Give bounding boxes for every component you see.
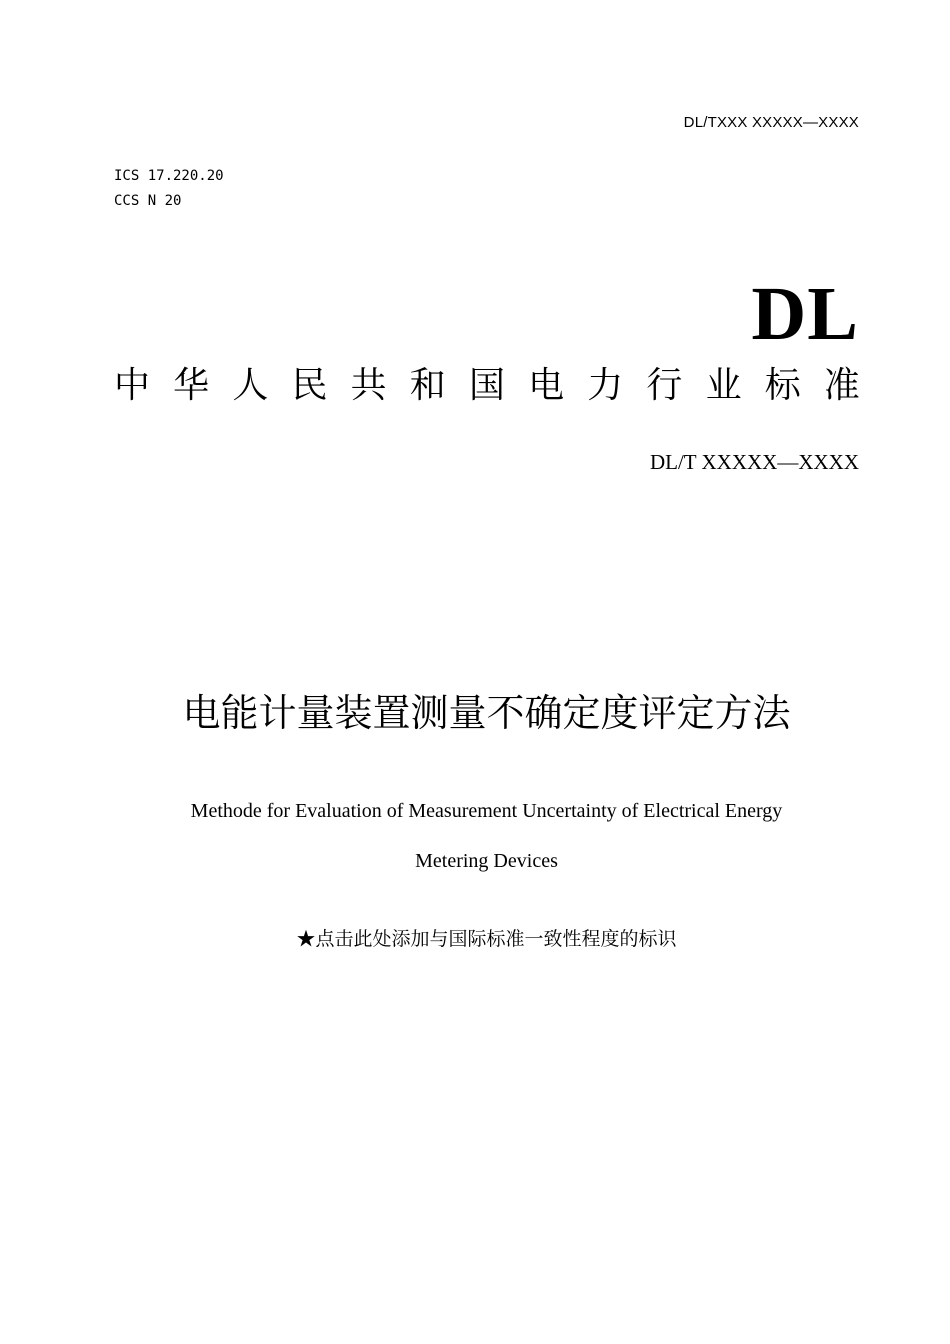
industry-name-char: 中: [114, 365, 151, 406]
conformity-mark-placeholder[interactable]: ★点击此处添加与国际标准一致性程度的标识: [296, 928, 677, 950]
title-chinese: 电能计量装置测量不确定度评定方法: [182, 691, 791, 735]
header-standard-code: DL/TXXX XXXXX—XXXX: [683, 114, 859, 131]
ics-code: ICS 17.220.20: [114, 168, 224, 184]
industry-standard-name: [114, 364, 860, 408]
industry-name-char: 力: [587, 365, 624, 406]
industry-name-char: 人: [232, 365, 269, 406]
industry-name-char: 民: [291, 365, 328, 406]
title-english: [0, 786, 950, 886]
standard-number: DL/T XXXXX—XXXX: [649, 450, 859, 474]
ccs-code: CCS N 20: [114, 193, 182, 209]
industry-name-char: 电: [528, 365, 565, 406]
industry-name-char: 和: [409, 365, 446, 406]
title-english-line-2: Metering Devices: [415, 850, 558, 872]
industry-name-char: 准: [823, 365, 860, 406]
title-english-line-1: Methode for Evaluation of Measurement Uncertainty of Electrical Energy: [190, 800, 783, 822]
industry-name-char: 标: [764, 365, 801, 406]
industry-name-char: 行: [646, 365, 683, 406]
classification-codes: [114, 164, 224, 214]
industry-name-char: 共: [350, 365, 387, 406]
industry-name-char: 华: [173, 365, 210, 406]
industry-name-char: 国: [468, 365, 505, 406]
industry-name-char: 业: [705, 365, 742, 406]
dl-logo: DL: [751, 272, 859, 356]
